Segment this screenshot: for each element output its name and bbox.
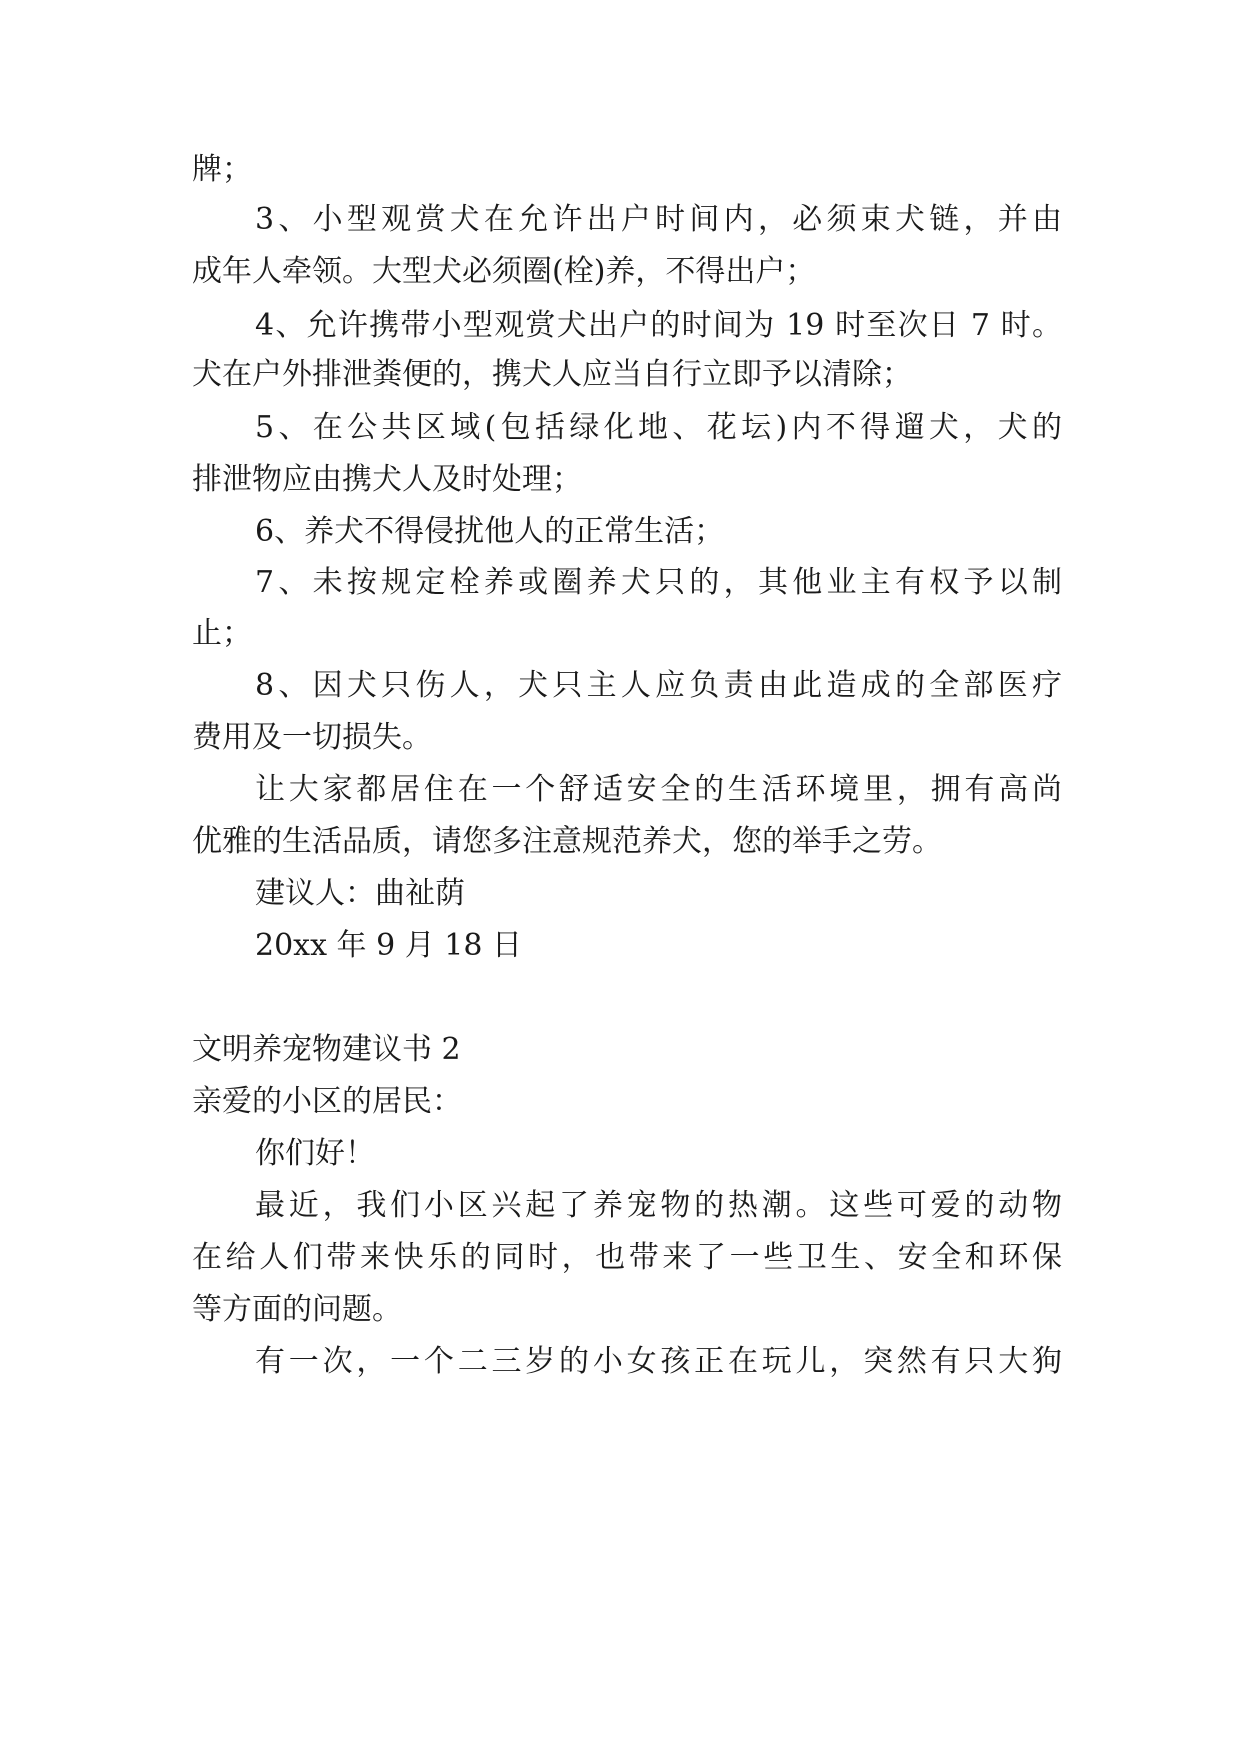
greeting: 你们好！: [255, 1136, 375, 1171]
salutation: 亲爱的小区的居民：: [192, 1084, 462, 1119]
text-line: 让大家都居住在一个舒适安全的生活环境里，拥有高尚: [255, 772, 1062, 807]
text-line: 费用及一切损失。: [192, 720, 432, 755]
text-line: 在给人们带来快乐的同时，也带来了一些卫生、安全和环保: [192, 1240, 1062, 1275]
text-line: 5、在公共区域(包括绿化地、花坛)内不得遛犬，犬的: [255, 410, 1062, 445]
text-line: 最近，我们小区兴起了养宠物的热潮。这些可爱的动物: [255, 1188, 1062, 1223]
text-line: 等方面的问题。: [192, 1292, 402, 1327]
text-line: 排泄物应由携犬人及时处理；: [192, 462, 582, 497]
text-line: 成年人牵领。大型犬必须圈(栓)养，不得出户；: [192, 254, 816, 289]
text-line: 犬在户外排泄粪便的，携犬人应当自行立即予以清除；: [192, 357, 912, 392]
text-line: 7、未按规定栓养或圈养犬只的，其他业主有权予以制: [255, 565, 1062, 600]
text-line: 6、养犬不得侵扰他人的正常生活；: [255, 514, 725, 549]
text-line: 止；: [192, 616, 252, 651]
text-line: 有一次，一个二三岁的小女孩正在玩儿，突然有只大狗: [255, 1344, 1062, 1379]
text-line: 3、小型观赏犬在允许出户时间内，必须束犬链，并由: [255, 202, 1062, 237]
section-title: 文明养宠物建议书 2: [192, 1032, 461, 1067]
text-line: 优雅的生活品质，请您多注意规范养犬，您的举手之劳。: [192, 824, 942, 859]
signature-line: 建议人：曲祉荫: [255, 876, 465, 911]
text-line: 8、因犬只伤人，犬只主人应负责由此造成的全部医疗: [255, 668, 1062, 703]
text-line: 牌；: [192, 152, 252, 187]
date-line: 20xx 年 9 月 18 日: [255, 928, 522, 963]
text-line: 4、允许携带小型观赏犬出户的时间为 19 时至次日 7 时。: [255, 308, 1062, 343]
